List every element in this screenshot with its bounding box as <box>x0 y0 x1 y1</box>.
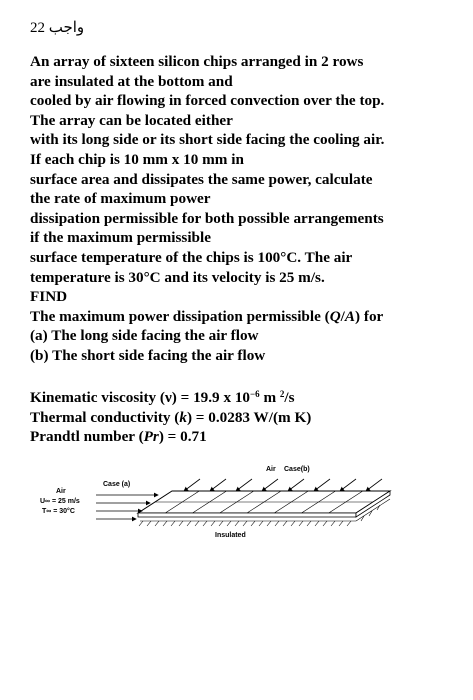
problem-line: are insulated at the bottom and <box>30 72 233 90</box>
find-item-a: (a) The long side facing the air flow <box>30 327 259 345</box>
air-label-top: Air <box>266 466 276 473</box>
problem-line: surface area and dissipates the same power, calculate <box>30 170 373 188</box>
prandtl-var: Pr <box>143 428 159 446</box>
find-suffix: ) for <box>355 307 384 325</box>
insulated-label: Insulated <box>215 532 246 539</box>
case-b-label: Case(b) <box>284 466 310 473</box>
conductivity-var: k <box>179 408 187 426</box>
case-a-label: Case (a) <box>103 481 131 488</box>
chip-array-figure <box>0 455 473 555</box>
problem-statement <box>30 52 460 366</box>
find-main <box>30 307 460 327</box>
find-prefix: The maximum power dissipation permissible ( <box>30 307 330 325</box>
case-b-flow-arrows <box>184 479 382 491</box>
problem-line: dissipation permissible for both possible arrangements <box>30 209 384 227</box>
assignment-header: واجب 22 <box>30 20 85 36</box>
viscosity-exponent: −6 <box>250 389 260 399</box>
prandtl-suffix: ) = 0.71 <box>158 428 207 446</box>
temperature-label: T∞ = 30°C <box>42 508 75 515</box>
problem-line: the rate of maximum power <box>30 190 211 208</box>
viscosity-line <box>30 388 460 408</box>
conductivity-line <box>30 408 460 428</box>
viscosity-prefix: Kinematic viscosity (ν) = 19.9 x 10 <box>30 389 251 406</box>
find-heading: FIND <box>30 288 68 306</box>
problem-line: with its long side or its short side facing the cooling air. <box>30 131 385 149</box>
conductivity-prefix: Thermal conductivity ( <box>30 408 180 426</box>
viscosity-exponent-2: 2 <box>279 389 285 399</box>
conductivity-suffix: ) = 0.0283 W/(m K) <box>186 408 312 426</box>
air-label-left: Air <box>56 488 66 495</box>
find-item-b: (b) The short side facing the air flow <box>30 346 266 364</box>
problem-line: surface temperature of the chips is 100°C. The air <box>30 248 353 266</box>
properties-block <box>30 388 460 447</box>
viscosity-mid: m <box>259 389 280 406</box>
problem-line: An array of sixteen silicon chips arranged in 2 rows <box>30 53 364 70</box>
chip-array-plate <box>138 491 390 517</box>
find-a: A <box>344 307 356 325</box>
viscosity-suffix: /s <box>284 389 295 406</box>
find-slash: / <box>340 307 345 325</box>
velocity-label: U∞ = 25 m/s <box>40 498 80 505</box>
problem-line: The array can be located either <box>30 111 233 129</box>
find-q: Q <box>329 307 341 325</box>
problem-line: cooled by air flowing in forced convection over the top. <box>30 92 385 110</box>
problem-line: If each chip is 10 mm x 10 mm in <box>30 150 244 168</box>
problem-line: temperature is 30°C and its velocity is 25 m/s. <box>30 268 325 286</box>
prandtl-prefix: Prandtl number ( <box>30 428 144 446</box>
problem-line: if the maximum permissible <box>30 229 211 247</box>
prandtl-line <box>30 427 460 447</box>
